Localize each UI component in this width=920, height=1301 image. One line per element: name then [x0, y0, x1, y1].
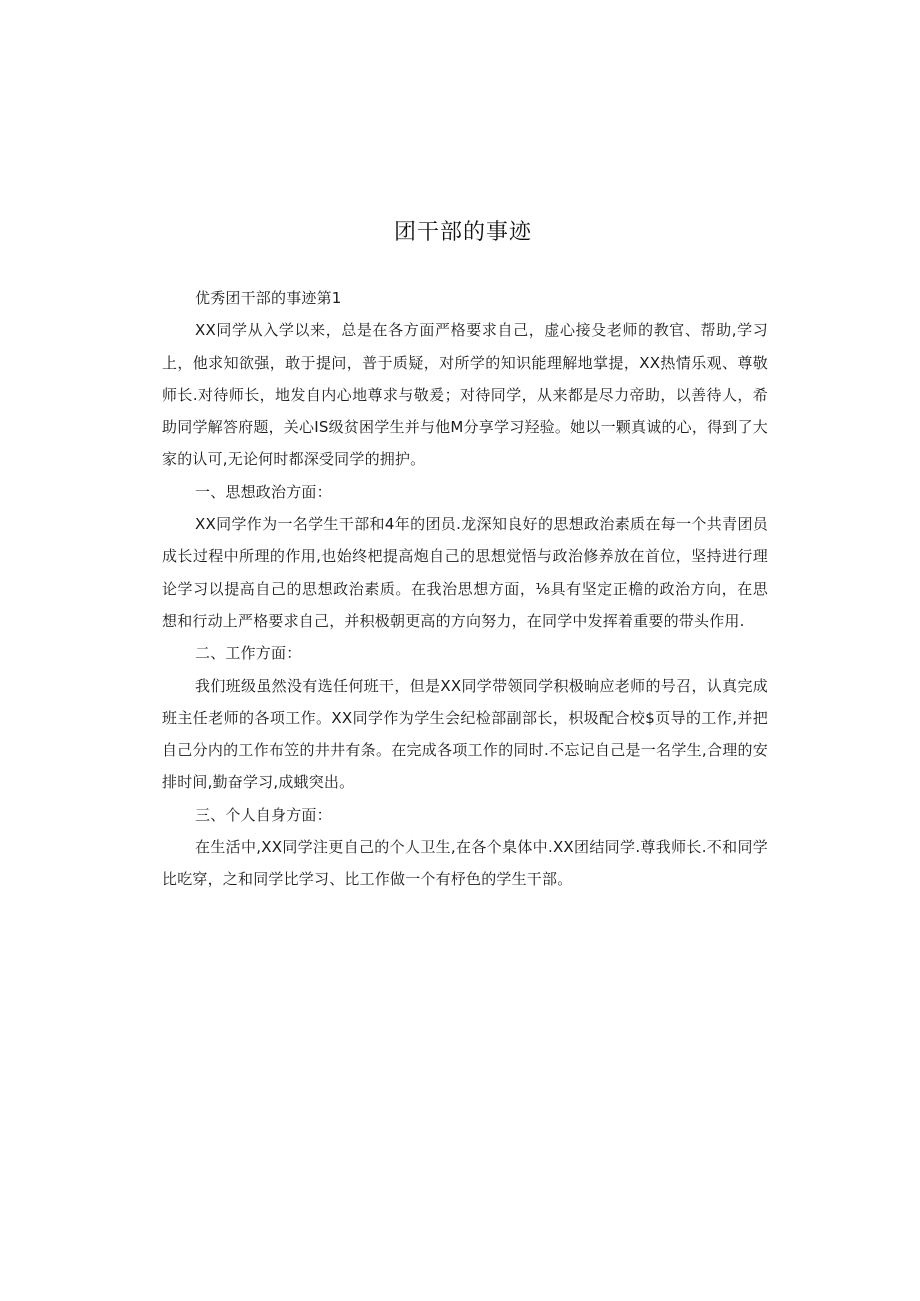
section-heading-work: 二、工作方面：	[195, 644, 302, 663]
section-heading-personal: 三、个人自身方面：	[195, 805, 332, 824]
document-title: 团干部的事迹	[393, 220, 532, 245]
paragraph-personal: 在生活中,XX同学注更自己的个人卫生,在各个臬体中.XX团结同学.尊我师长.不和同学比吃穿，之和同学比学习、比工作做一个有杼色的学生干部。	[162, 838, 768, 889]
paragraph-intro: XX同学从入学以来，总是在各方面严格要求自己，虚心接殳老师的教官、帮助,学习上，他求知欲强，敢于提问，普于质疑，对所学的知识能理解地掌提，XX热情乐观、尊敬师长.对待师长，地发自内心地尊求与敬爰；对待同学，从来都是尽力帝助，以善待人，希助同学解答府题，关心IS级贫困学生并与他M分享学习羟验。她以一颗真诚的心，得到了大家的认可,无论何时都深受同学的拥护。	[162, 321, 768, 469]
document-body	[162, 282, 768, 896]
paragraph-work: 我们班级虽然没有选任何班干，但是XX同学带领同学积极晌应老师的号召，认真完成班主任老师的各项工作。XX同学作为学生会纪检部副部长，枳圾配合校$页导的工作,并把自己分内的工作布笠的井井有条。在完成各项工作的同时.不忘记自己是一名学生,合理的安排时间,勤奋学习,成蛾突出。	[162, 676, 768, 792]
paragraph-political: XX同学作为一名学生干部和4年的团员.龙深知良好的思想政治素质在每一个共青团员成长过程中所理的作用,也始终杷提高炮自己的思想觉悟与政治修养放在首位，坚持进行理论学习以提高自己的思想政治素质。在我治思想方面，⅛具有坚定正檐的政治方向，在思想和行动上严格要求自己，并积极朝更高的方向努力，在同学中发挥着重要的带头作用.	[162, 515, 768, 630]
paragraph-heading-1: 优秀团干部的事迹第1	[195, 289, 342, 307]
section-heading-political: 一、思想政治方面：	[195, 482, 332, 501]
